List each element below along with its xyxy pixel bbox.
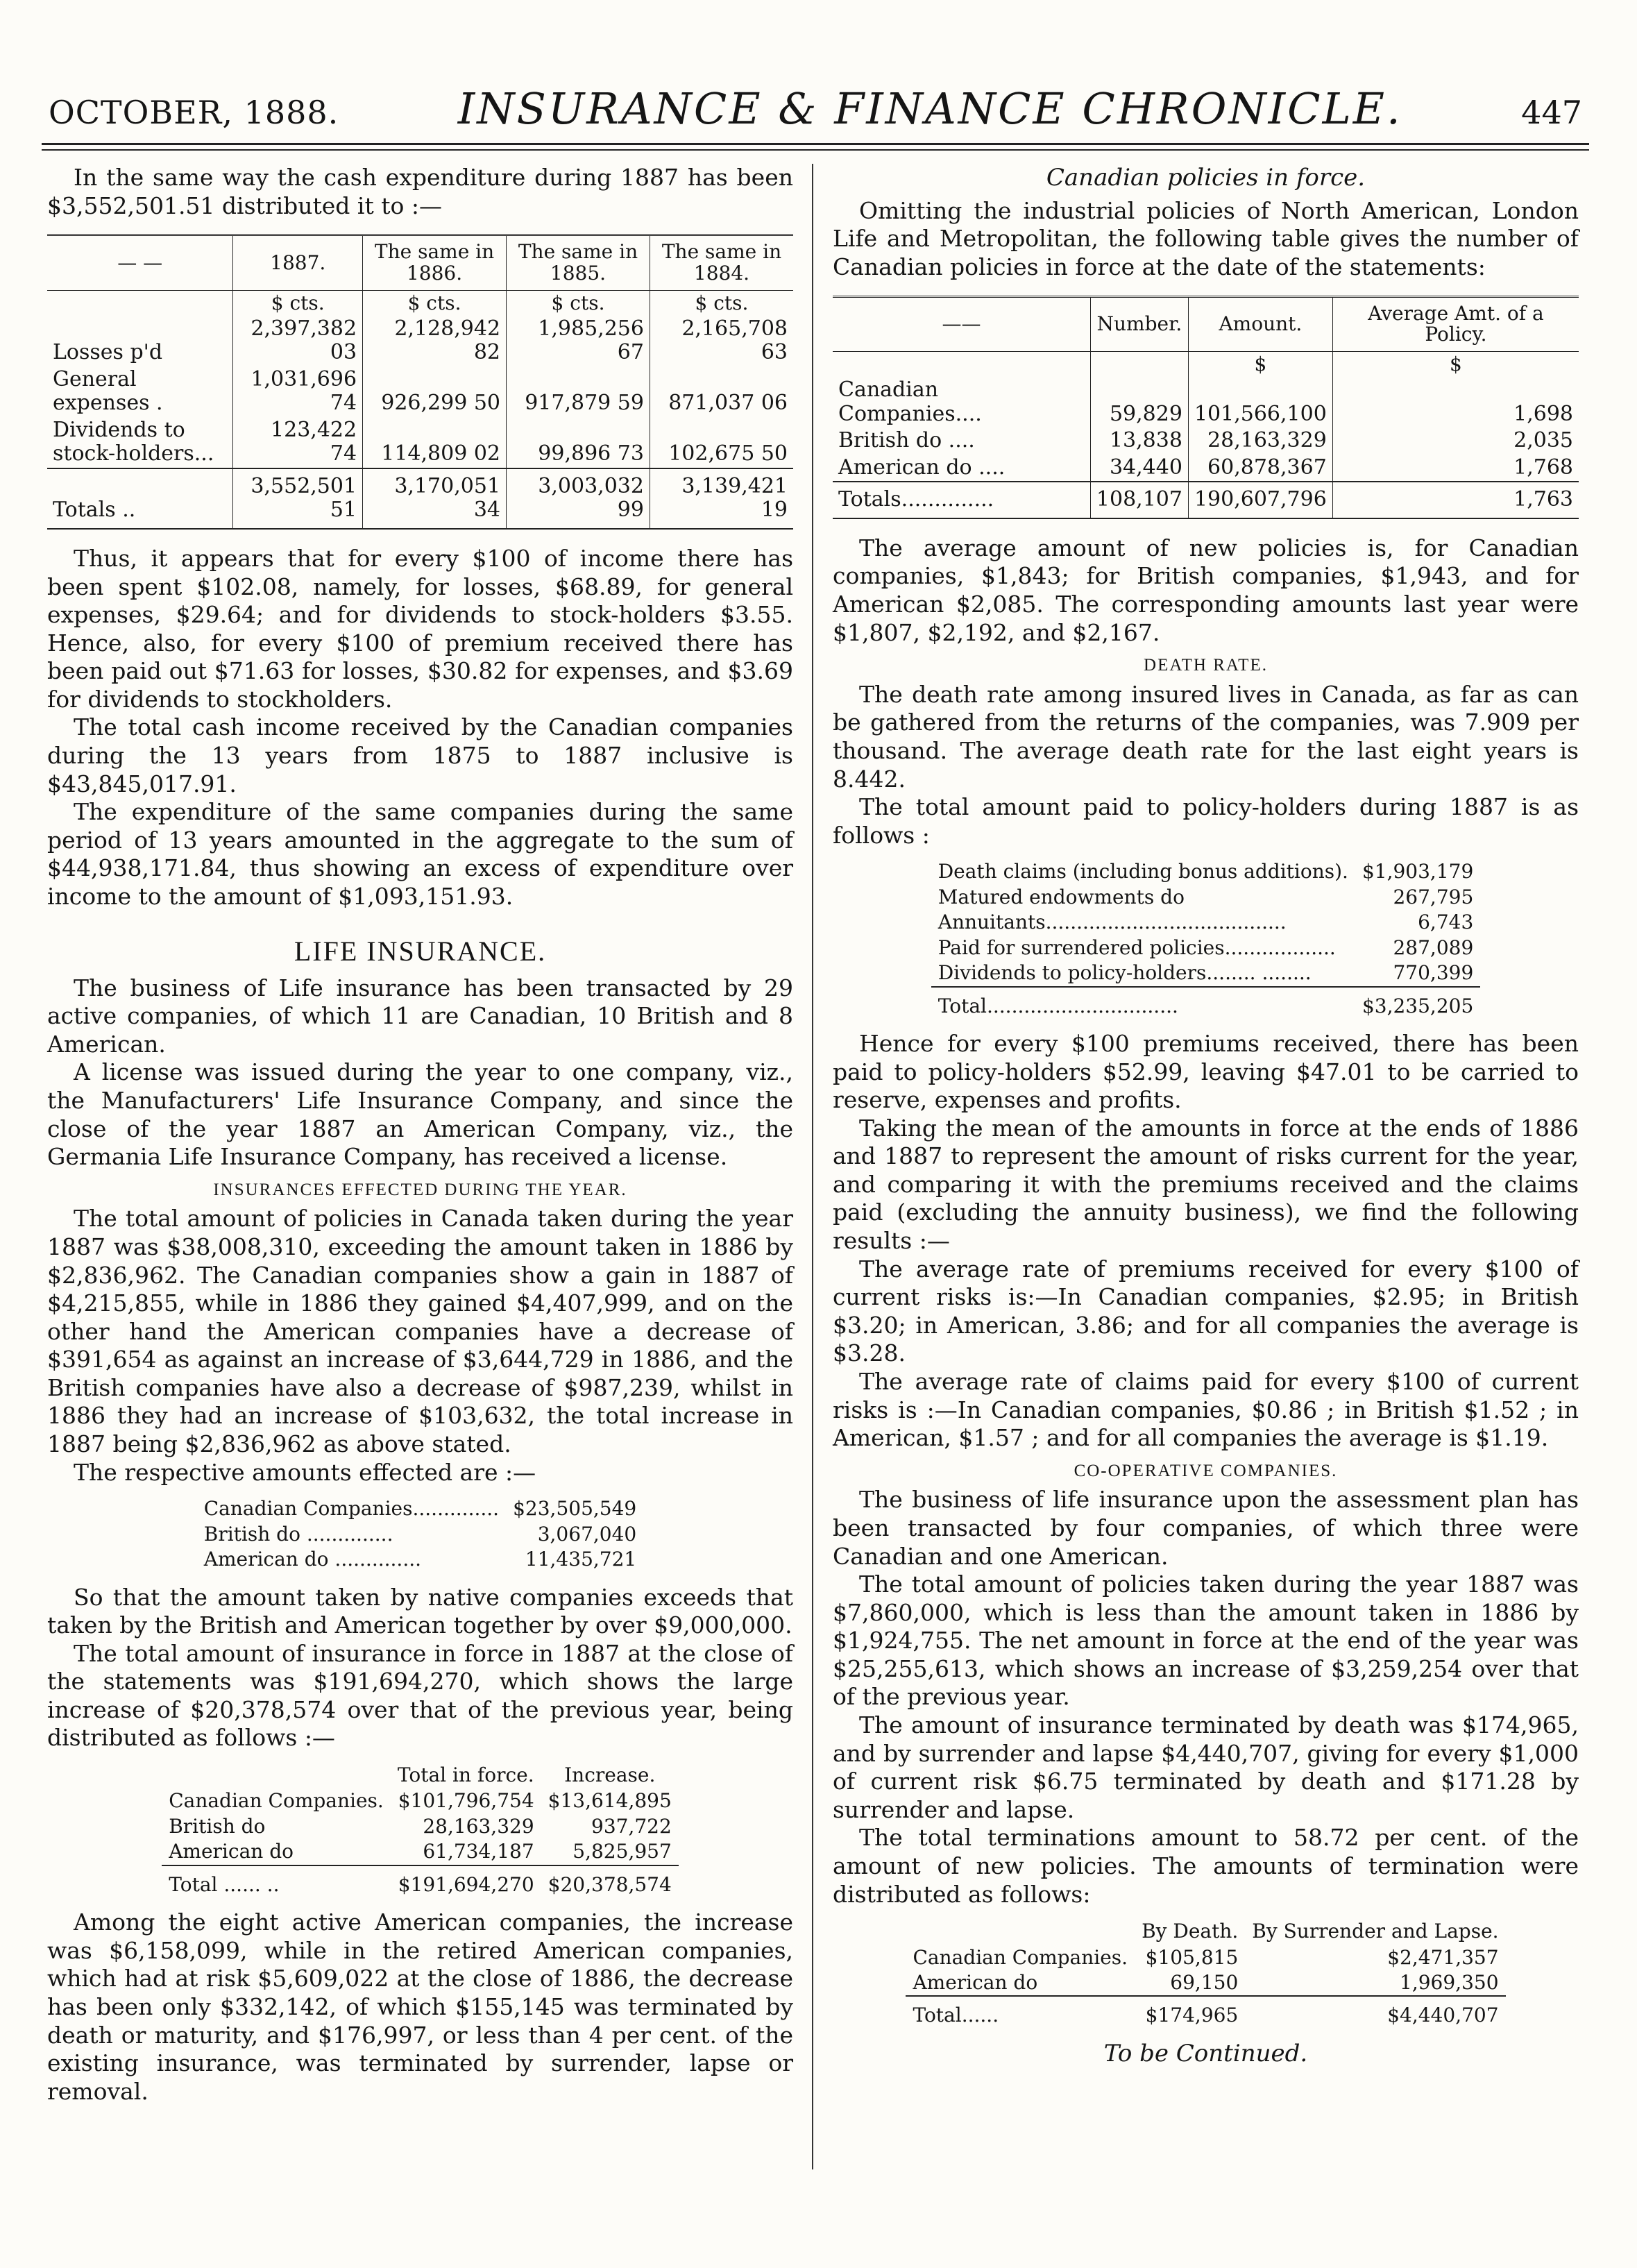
row-label: Totals .. — [47, 468, 233, 529]
table-cell: 99,896 73 — [507, 417, 650, 468]
table-cell: 2,397,382 03 — [233, 316, 363, 366]
table-cell: 123,422 74 — [233, 417, 363, 468]
paragraph: The average rate of premiums received for every $100 of current risks is:—In Canadian companies, $2.95; in British $3.20; in American, 3.86; and for all companies the average is $3.28. — [833, 1255, 1579, 1367]
table-row — [931, 859, 1481, 884]
paragraph: So that the amount taken by native companies exceeds that taken by the British and American together by over $9,000,000. — [47, 1583, 793, 1639]
table-row — [47, 316, 793, 366]
page-number: 447 — [1521, 94, 1582, 131]
journal-title: INSURANCE & FINANCE CHRONICLE. — [457, 83, 1402, 134]
table-row — [197, 1547, 643, 1572]
table-cell: 69,150 — [1170, 1970, 1239, 1994]
table-total-row — [47, 468, 793, 529]
paragraph: The total amount of policies taken during the year 1887 was $7,860,000, which is less than the amount taken in 1886 by $1,924,755. The net amount in force at the end of the year was $25,255,613, which shows an increase of $3,259,254 over that of the previous year. — [833, 1571, 1579, 1711]
table-cell: $ cts. — [363, 290, 507, 316]
expenditure-table — [47, 234, 793, 530]
table-row — [162, 1814, 679, 1839]
row-label: Death claims (including bonus additions). — [938, 860, 1348, 883]
table-cell: 2,165,708 63 — [650, 316, 793, 366]
table-cell: $105,815 — [1145, 1945, 1239, 1969]
table-cell: 937,722 — [591, 1814, 672, 1838]
row-label: American do — [913, 1970, 1038, 1994]
table-row — [47, 366, 793, 417]
table-cell: 11,435,721 — [525, 1548, 637, 1571]
table-cell — [1090, 352, 1188, 378]
row-label: Paid for surrendered policies.................. — [938, 936, 1336, 959]
row-label: American do .... — [838, 455, 1006, 480]
table-cell: 917,879 59 — [507, 366, 650, 417]
paragraph: The business of life insurance upon the assessment plan has been transacted by four companies, of which three were Canadian and one American. — [833, 1486, 1579, 1570]
table-cell: $ cts. — [650, 290, 793, 316]
table-header: 1887. — [233, 235, 363, 291]
table-cell: 190,607,796 — [1188, 482, 1332, 518]
paragraph: The total cash income received by the Canadian companies during the 13 years from 1875 to 1887 inclusive is $43,845,017.91. — [47, 713, 793, 797]
table-cell: 1,969,350 — [1400, 1970, 1499, 1994]
table-cell: 1,031,696 74 — [233, 366, 363, 417]
paragraph: The total amount of insurance in force in 1887 at the close of the statements was $191,694,270, which shows the large increase of $20,378,574 over that of the previous year, being distributed as follows :— — [47, 1639, 793, 1752]
table-cell: 3,003,032 99 — [507, 468, 650, 529]
page — [42, 83, 1589, 2105]
table-row — [833, 455, 1579, 482]
table-cell: $3,235,205 — [1355, 987, 1480, 1019]
paragraph: The total amount paid to policy-holders during 1887 is as follows : — [833, 793, 1579, 849]
table-header: — — — [47, 235, 233, 291]
table-header: Number. — [1090, 296, 1188, 352]
table-cell: 267,795 — [1393, 885, 1474, 908]
paragraph: Omitting the industrial policies of North American, London Life and Metropolitan, the following table gives the number of Canadian policies in force at the date of the statements: — [833, 196, 1579, 280]
table-cell: 2,128,942 82 — [363, 316, 507, 366]
table-cell: $ cts. — [507, 290, 650, 316]
columns — [42, 164, 1589, 2204]
table-cell: 28,163,329 — [1188, 428, 1332, 455]
table-cell: 1,768 — [1332, 455, 1579, 482]
table-cell: 287,089 — [1393, 936, 1474, 959]
subsection-heading: INSURANCES EFFECTED DURING THE YEAR. — [213, 1180, 627, 1199]
table-cell: 3,139,421 19 — [650, 468, 793, 529]
table-cell: 1,985,256 67 — [507, 316, 650, 366]
effected-table — [197, 1496, 643, 1572]
paragraph: The total amount of policies in Canada taken during the year 1887 was $38,008,310, exceeding the amount taken in 1886 by $2,836,962. The Canadian companies show a gain in 1887 of $4,215,855, while in 1886 they gained $4,407,999, and on the other hand the American companies have a decrease of $391,654 as against an increase of $3,644,729 in 1886, and the British companies have also a decrease of $987,239, whilst in 1886 they had an increase of $103,632, the total increase in 1887 being $2,836,962 as above stated. — [47, 1205, 793, 1458]
table-row — [931, 910, 1481, 935]
table-cell: 926,299 50 — [363, 366, 507, 417]
paragraph: The average rate of claims paid for every $100 of current risks is :—In Canadian companies, $0.86 ; in British $1.52 ; in American, $1.57 ; and for all companies the average is $1.19. — [833, 1367, 1579, 1452]
units-row — [833, 352, 1579, 378]
paragraph: The total terminations amount to 58.72 per cent. of the amount of new policies. The amounts of termination were distributed as follows: — [833, 1824, 1579, 1908]
table-cell: 60,878,367 — [1188, 455, 1332, 482]
table-header — [906, 1918, 1135, 1945]
paragraph: Hence for every $100 premiums received, there has been paid to policy-holders $52.99, leaving $47.01 to be carried to reserve, expenses and profits. — [833, 1029, 1579, 1114]
row-label: Totals.............. — [833, 482, 1090, 518]
row-label: Canadian Companies. — [913, 1945, 1128, 1969]
table-cell: 3,552,501 51 — [233, 468, 363, 529]
table-total-row — [162, 1865, 679, 1897]
table-total-row — [931, 987, 1481, 1019]
header-rule — [42, 143, 1589, 151]
table-row — [47, 417, 793, 468]
table-total-row — [906, 1996, 1505, 2028]
table-row — [833, 377, 1579, 428]
table-header — [162, 1762, 391, 1788]
to-be-continued: To be Continued. — [1103, 2039, 1308, 2067]
table-row — [197, 1522, 643, 1547]
paragraph: The death rate among insured lives in Canada, as far as can be gathered from the returns of the companies, was 7.909 per thousand. The average death rate for the last eight years is 8.442. — [833, 680, 1579, 793]
table-cell: $1,903,179 — [1362, 860, 1474, 883]
table-cell: 34,440 — [1090, 455, 1188, 482]
table-cell: 2,035 — [1332, 428, 1579, 455]
table-cell: 871,037 06 — [650, 366, 793, 417]
table-cell: 28,163,329 — [423, 1814, 534, 1838]
table-cell: 1,763 — [1332, 482, 1579, 518]
row-label: British do .............. — [203, 1522, 393, 1546]
subsection-heading: Canadian policies in force. — [1046, 164, 1366, 192]
right-column — [833, 164, 1579, 2069]
table-cell — [47, 290, 233, 316]
table-cell: 3,170,051 34 — [363, 468, 507, 529]
table-row — [162, 1788, 679, 1813]
table-cell: $23,505,549 — [513, 1497, 637, 1521]
page-header — [42, 83, 1589, 139]
row-label: General expenses . — [53, 366, 163, 416]
row-label: Annuitants....................................... — [938, 911, 1287, 934]
paragraph: Among the eight active American companies, the increase was $6,158,099, while in the retired American companies, which had at risk $5,609,022 at the close of 1886, the decrease has been only $332,142, of which $155,145 was terminated by death or maturity, and $176,997, or less than 4 per cent. of the existing insurance, was terminated by surrender, lapse or removal. — [47, 1909, 793, 2105]
policies-table — [833, 296, 1579, 519]
row-label: Dividends to policy-holders........ ........ — [938, 961, 1312, 985]
row-label: British do .... — [838, 428, 975, 453]
table-header: —— — [833, 296, 1090, 352]
paragraph: The business of Life insurance has been transacted by 29 active companies, of which 11 are Canadian, 10 British and 8 American. — [47, 974, 793, 1058]
table-total-row — [833, 482, 1579, 518]
section-heading: LIFE INSURANCE. — [294, 936, 547, 967]
table-cell: 3,067,040 — [537, 1522, 637, 1546]
table-cell: 114,809 02 — [363, 417, 507, 468]
table-cell: 108,107 — [1090, 482, 1188, 518]
in-force-table — [162, 1762, 679, 1897]
subsection-heading: DEATH RATE. — [1144, 656, 1268, 675]
table-header: The same in 1885. — [507, 235, 650, 291]
table-row — [931, 936, 1481, 960]
paragraph: The average amount of new policies is, for Canadian companies, $1,843; for British companies, $1,943, and for American $2,085. The corresponding amounts last year were $1,807, $2,192, and $2,167. — [833, 534, 1579, 646]
left-column — [47, 164, 793, 2106]
table-header: Average Amt. of a Policy. — [1332, 296, 1579, 352]
row-label: American do — [169, 1840, 294, 1863]
subsection-heading: CO-OPERATIVE COMPANIES. — [1074, 1461, 1338, 1480]
row-label: Canadian Companies.............. — [203, 1497, 500, 1521]
row-label: Canadian Companies. — [169, 1789, 384, 1813]
table-cell: $4,440,707 — [1245, 1996, 1505, 2028]
row-label: Matured endowments do — [938, 885, 1185, 908]
row-label: Canadian Companies.... — [838, 378, 982, 426]
paragraph: The amount of insurance terminated by death was $174,965, and by surrender and lapse $4,440,707, giving for every $1,000 of current risk $6.75 terminated by death and $171.28 by surrender and lapse. — [833, 1711, 1579, 1823]
table-row — [162, 1839, 679, 1865]
table-cell: 770,399 — [1393, 961, 1474, 985]
table-cell: $ cts. — [233, 290, 363, 316]
units-row — [47, 290, 793, 316]
table-cell: 13,838 — [1090, 428, 1188, 455]
table-cell: $20,378,574 — [541, 1865, 679, 1897]
row-label: Losses p'd — [53, 340, 163, 365]
table-header: The same in 1886. — [363, 235, 507, 291]
table-header: Total in force. — [397, 1763, 534, 1786]
row-label: Total............................... — [931, 987, 1355, 1019]
table-row — [906, 1945, 1505, 1970]
column-divider — [812, 164, 813, 2169]
row-label: British do — [169, 1814, 266, 1838]
paragraph: Taking the mean of the amounts in force at the ends of 1886 and 1887 to represent the amount of risks current for the year, and comparing it with the premiums received and the claims paid (excluding the annuity business), we find the following results :— — [833, 1114, 1579, 1255]
table-cell: $174,965 — [1135, 1996, 1245, 2028]
row-label: Total ...... .. — [162, 1865, 391, 1897]
paragraph: A license was issued during the year to one company, viz., the Manufacturers' Life Insurance Company, and since the close of the year 1887 an American Company, viz., the Germania Life Insurance Company, has received a license. — [47, 1058, 793, 1171]
table-cell: $2,471,357 — [1387, 1945, 1499, 1969]
paragraph: The expenditure of the same companies during the same period of 13 years amounted in the aggregate to the sum of $44,938,171.84, thus showing an excess of expenditure over income to the amount of $1,093,151.93. — [47, 798, 793, 910]
table-header: The same in 1884. — [650, 235, 793, 291]
table-row — [197, 1496, 643, 1521]
row-label: American do .............. — [203, 1548, 422, 1571]
table-cell: $101,796,754 — [398, 1789, 534, 1813]
row-label: Dividends to stock-holders... — [53, 417, 214, 466]
paid-table — [931, 859, 1481, 1019]
paragraph: The respective amounts effected are :— — [74, 1458, 536, 1486]
intro-paragraph: In the same way the cash expenditure during 1887 has been $3,552,501.51 distributed it to :— — [47, 164, 793, 219]
table-cell: $191,694,270 — [391, 1865, 541, 1897]
terminations-table — [906, 1918, 1505, 2029]
table-header: Amount. — [1188, 296, 1332, 352]
paragraph: Thus, it appears that for every $100 of income there has been spent $102.08, namely, for losses, $68.89, for general expenses, $29.64; and for dividends to stock-holders $3.55. Hence, also, for every $100 of premium received there has been paid out $71.63 for losses, $30.82 for expenses, and $3.69 for dividends to stockholders. — [47, 544, 793, 713]
row-label: Total...... — [906, 1996, 1135, 2028]
table-header: By Death. — [1142, 1920, 1239, 1943]
table-row — [833, 428, 1579, 455]
table-cell: 101,566,100 — [1188, 377, 1332, 428]
table-cell — [833, 352, 1090, 378]
table-row — [931, 885, 1481, 910]
table-cell: 61,734,187 — [423, 1840, 534, 1863]
table-cell: $ — [1188, 352, 1332, 378]
table-cell: $ — [1332, 352, 1579, 378]
issue-date: OCTOBER, 1888. — [49, 94, 339, 131]
table-cell: 5,825,957 — [572, 1840, 672, 1863]
table-cell: $13,614,895 — [548, 1789, 672, 1813]
table-row — [906, 1970, 1505, 1996]
table-header: By Surrender and Lapse. — [1252, 1920, 1499, 1943]
table-header: Increase. — [564, 1763, 656, 1786]
table-cell: 1,698 — [1332, 377, 1579, 428]
table-cell: 59,829 — [1090, 377, 1188, 428]
table-cell: 102,675 50 — [650, 417, 793, 468]
table-row — [931, 960, 1481, 986]
table-cell: 6,743 — [1418, 911, 1474, 934]
